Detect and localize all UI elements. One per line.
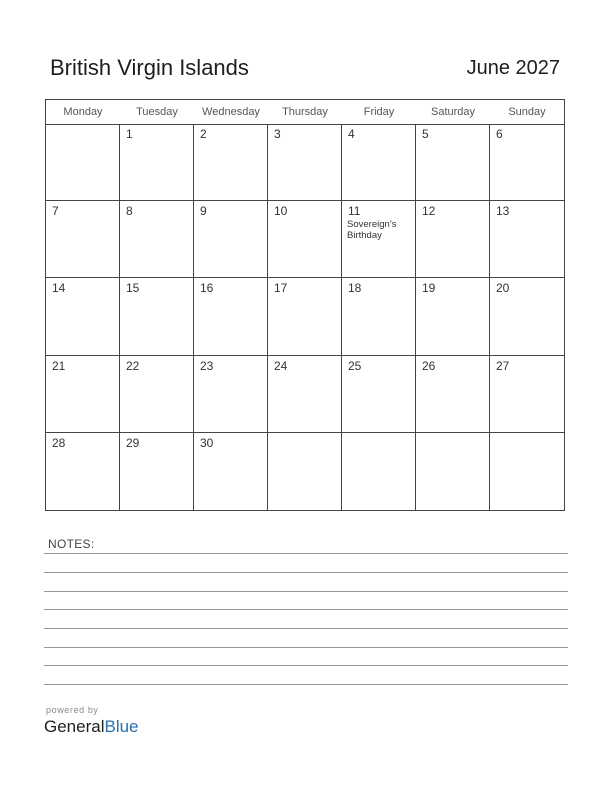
day-cell <box>416 356 490 433</box>
day-cell <box>416 278 490 355</box>
day-cell <box>194 124 268 201</box>
day-number: 21 <box>52 358 66 373</box>
calendar-grid <box>45 99 565 511</box>
day-number: 30 <box>200 435 214 450</box>
weekday-sunday: Sunday <box>508 106 546 118</box>
day-number: 23 <box>200 358 214 373</box>
day-number: 3 <box>274 127 281 141</box>
logo-general: General <box>44 717 105 736</box>
notes-line <box>44 609 568 610</box>
day-cell <box>46 124 120 201</box>
day-number: 19 <box>422 281 436 296</box>
day-cell <box>268 124 342 201</box>
day-cell <box>268 201 342 278</box>
day-number: 2 <box>200 127 207 141</box>
day-number: 26 <box>422 358 436 373</box>
day-number: 22 <box>126 358 140 373</box>
day-cell <box>268 278 342 355</box>
notes-line <box>44 628 568 629</box>
day-number: 29 <box>126 435 140 450</box>
calendar-title: British Virgin Islands <box>50 55 249 80</box>
day-number: 27 <box>496 358 510 373</box>
notes-line <box>44 665 568 666</box>
day-cells <box>46 124 564 510</box>
weekday-header <box>46 100 564 125</box>
notes-line <box>44 591 568 592</box>
day-cell <box>342 433 416 510</box>
day-cell <box>342 124 416 201</box>
day-number: 11 <box>348 204 361 219</box>
day-number: 25 <box>348 358 362 373</box>
weekday-wednesday: Wednesday <box>202 106 260 118</box>
day-cell <box>342 201 416 278</box>
day-cell <box>194 356 268 433</box>
day-cell <box>490 124 564 201</box>
day-number: 28 <box>52 435 66 450</box>
notes-line <box>44 684 568 685</box>
weekday-monday: Monday <box>63 106 103 118</box>
holiday-event: Sovereign’s Birthday <box>347 219 397 242</box>
day-cell <box>194 201 268 278</box>
day-number: 12 <box>422 204 436 219</box>
day-cell <box>416 201 490 278</box>
logo-blue: Blue <box>104 717 139 736</box>
day-cell <box>46 433 120 510</box>
day-number: 10 <box>274 204 288 219</box>
day-cell <box>194 278 268 355</box>
day-number: 4 <box>348 127 355 141</box>
day-cell <box>120 201 194 278</box>
day-cell <box>268 433 342 510</box>
day-number: 17 <box>274 281 288 296</box>
notes-line <box>44 647 568 648</box>
day-cell <box>342 278 416 355</box>
weekday-thursday: Thursday <box>282 106 328 118</box>
day-number: 8 <box>126 204 133 219</box>
weekday-tuesday: Tuesday <box>136 106 178 118</box>
day-cell <box>120 124 194 201</box>
day-number: 24 <box>274 358 288 373</box>
day-number: 13 <box>496 204 510 219</box>
day-cell <box>194 433 268 510</box>
weekday-friday: Friday <box>363 106 395 118</box>
day-cell <box>120 278 194 355</box>
generalblue-logo[interactable] <box>44 717 139 737</box>
day-number: 16 <box>200 281 214 296</box>
notes-line <box>44 572 568 573</box>
powered-by-text: powered by <box>46 705 99 715</box>
day-number: 1 <box>126 127 133 141</box>
weekday-saturday: Saturday <box>430 106 476 118</box>
day-number: 7 <box>52 204 59 219</box>
day-cell <box>490 278 564 355</box>
day-cell <box>120 433 194 510</box>
day-cell <box>46 201 120 278</box>
day-number: 14 <box>52 281 66 296</box>
notes-label: NOTES: <box>48 537 95 551</box>
day-cell <box>46 278 120 355</box>
day-cell <box>268 356 342 433</box>
day-cell <box>416 124 490 201</box>
day-cell <box>416 433 490 510</box>
calendar-month: June 2027 <box>466 57 560 79</box>
notes-line <box>44 553 568 554</box>
day-number: 9 <box>200 204 207 219</box>
day-number: 5 <box>422 127 429 141</box>
day-cell <box>342 356 416 433</box>
day-number: 18 <box>348 281 362 296</box>
day-number: 15 <box>126 281 140 296</box>
day-cell <box>490 433 564 510</box>
day-number: 20 <box>496 281 510 296</box>
day-cell <box>490 201 564 278</box>
day-number: 6 <box>496 127 503 141</box>
day-cell <box>46 356 120 433</box>
day-cell <box>120 356 194 433</box>
day-cell <box>490 356 564 433</box>
